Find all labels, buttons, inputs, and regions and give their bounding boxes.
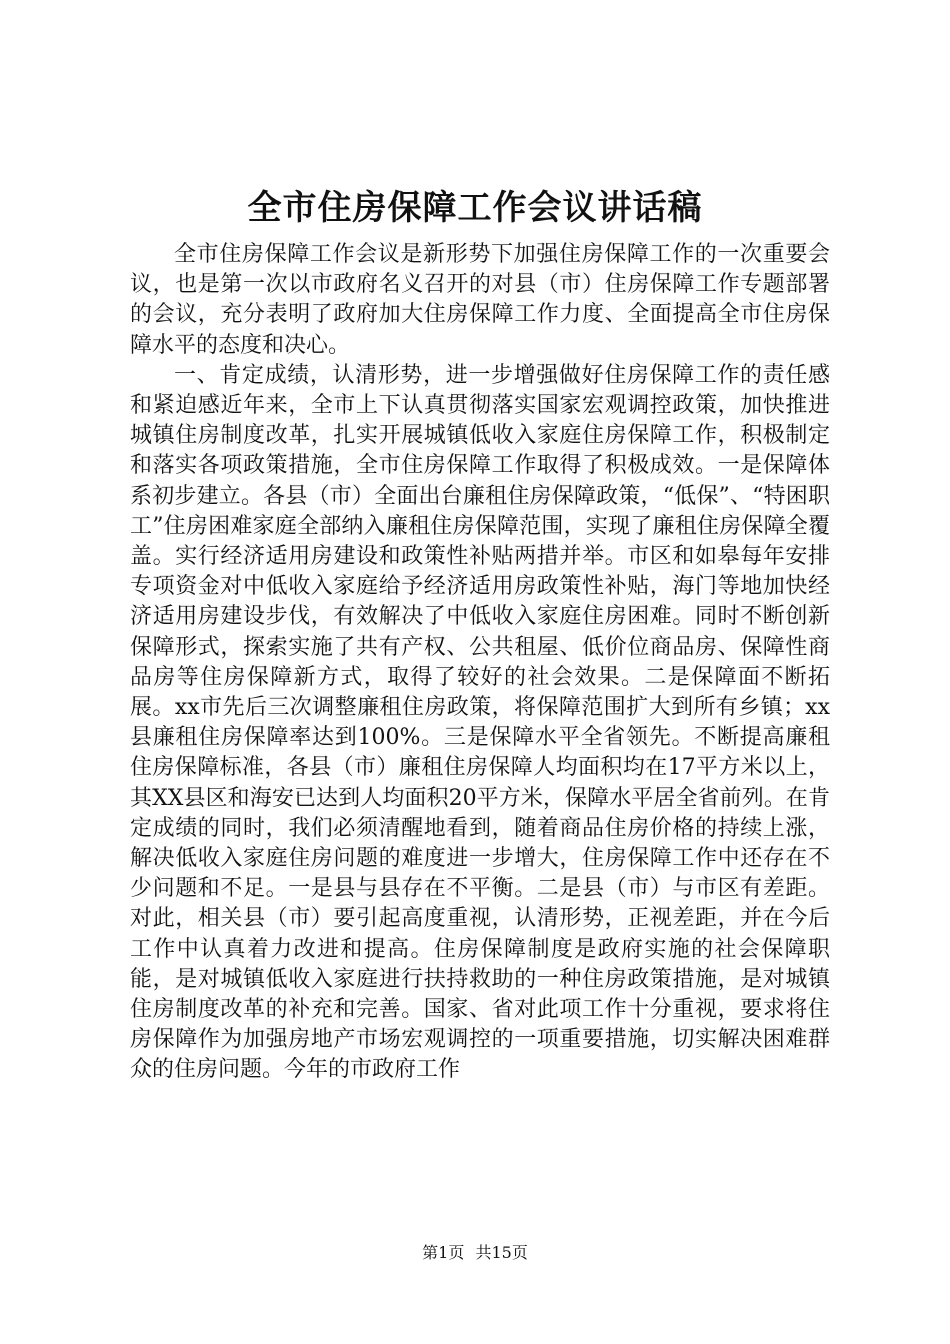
paragraph-section-one: 一、肯定成绩，认清形势，进一步增强做好住房保障工作的责任感和紧迫感近年来，全市上下认真贯彻落实国家宏观调控政策，加快推进城镇住房制度改革，扎实开展城镇低收入家庭住房保障工作，积极制定和落实各项政策措施，全市住房保障工作取得了积极成效。一是保障体系初步建立。各县（市）全面出台廉租住房保障政策，“低保”、“特困职工”住房困难家庭全部纳入廉租住房保障范围，实现了廉租住房保障全覆盖。实行经济适用房建设和政策性补贴两措并举。市区和如皋每年安排专项资金对中低收入家庭给予经济适用房政策性补贴，海门等地加快经济适用房建设步伐，有效解决了中低收入家庭住房困难。同时不断创新保障形式，探索实施了共有产权、公共租屋、低价位商品房、保障性商品房等住房保障新方式，取得了较好的社会效果。二是保障面不断拓展。xx市先后三次调整廉租住房政策，将保障范围扩大到所有乡镇；xx县廉租住房保障率达到100%。三是保障水平全省领先。不断提高廉租住房保障标准，各县（市）廉租住房保障人均面积均在17平方米以上，其XX县区和海安已达到人均面积20平方米，保障水平居全省前列。在肯定成绩的同时，我们必须清醒地看到，随着商品住房价格的持续上涨，解决低收入家庭住房问题的难度进一步增大，住房保障工作中还存在不少问题和不足。一是县与县存在不平衡。二是县（市）与市区有差距。对此，相关县（市）要引起高度重视，认清形势，正视差距，并在今后工作中认真着力改进和提高。住房保障制度是政府实施的社会保障职能，是对城镇低收入家庭进行扶持救助的一种住房政策措施，是对城镇住房制度改革的补充和完善。国家、省对此项工作十分重视，要求将住房保障作为加强房地产市场宏观调控的一项重要措施，切实解决困难群众的住房问题。今年的市政府工作 xyxy=(130,362,830,1083)
document-body xyxy=(130,240,830,1086)
page-total: 共15页 xyxy=(475,1243,528,1262)
document-title: 全市住房保障工作会议讲话稿 xyxy=(247,188,703,228)
paragraph-intro: 全市住房保障工作会议是新形势下加强住房保障工作的一次重要会议，也是第一次以市政府名义召开的对县（市）住房保障工作专题部署的会议，充分表明了政府加大住房保障工作力度、全面提高全市住房保障水平的态度和决心。 xyxy=(130,242,830,358)
page-footer xyxy=(0,1242,950,1264)
page-number: 第1页 xyxy=(422,1243,465,1262)
